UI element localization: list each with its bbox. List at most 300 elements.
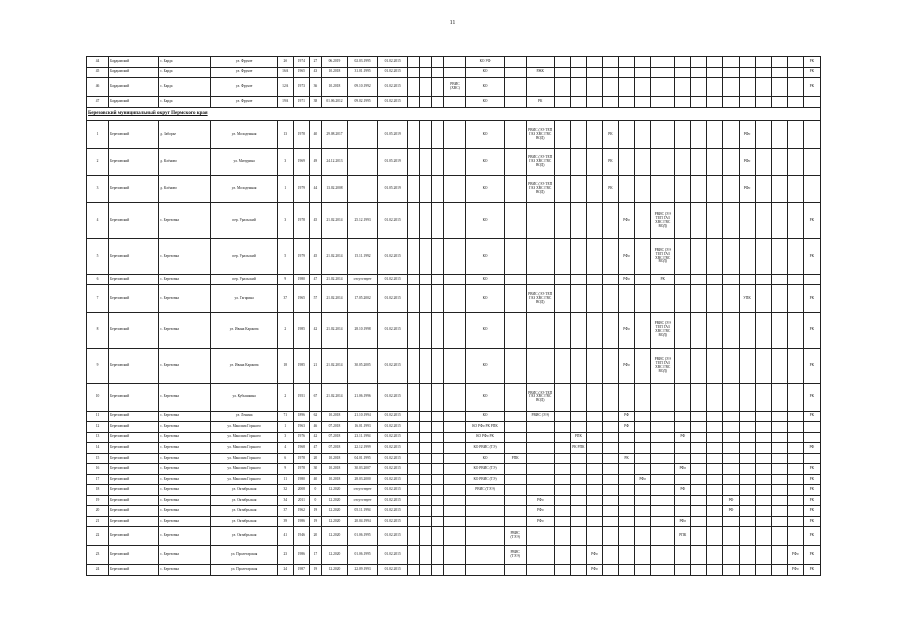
cell-empty [504,274,526,285]
cell-empty [635,285,651,312]
cell-date2: 01.02.2015 [378,495,408,506]
table-row [87,57,821,68]
cell-district: Березовский [109,546,159,565]
cell-work-type: КО [466,121,504,148]
cell-empty [602,453,618,464]
cell-street: пер. Уральский [211,203,277,239]
cell-no: 6 [87,274,109,285]
cell-empty [602,474,618,485]
cell-date2: 01.02.2015 [378,274,408,285]
cell-date1: 02.03.1995 [348,57,378,68]
cell-empty [602,203,618,239]
cell-empty [570,97,586,108]
cell-inspection: 21.02.2014 [321,384,347,411]
cell-empty [408,443,420,454]
cell-year: 1962 [293,506,309,517]
cell-empty [707,97,723,108]
cell-street: пер. Уральский [211,274,277,285]
table-row [87,285,821,312]
cell-empty [691,432,707,443]
cell-settlement: с. Барда [159,97,211,108]
cell-wear: 19 [309,506,321,517]
cell-empty [526,203,554,239]
cell-empty [554,57,570,68]
cell-work-type: РПК [675,527,691,546]
cell-empty [707,495,723,506]
cell-empty [619,78,635,97]
cell-empty [619,495,635,506]
cell-empty [526,57,554,68]
cell-empty [432,565,444,576]
cell-inspection: 21.02.2014 [321,312,347,348]
cell-house: 37 [277,506,293,517]
cell-empty [739,411,755,422]
cell-empty [651,67,675,78]
cell-date1: 22.09.1993 [348,565,378,576]
cell-empty [635,422,651,433]
cell-work-type: КО [466,239,504,275]
cell-empty [420,67,432,78]
cell-year: 2008 [293,485,309,496]
table-row [87,506,821,517]
cell-wear: 19 [309,516,321,527]
table-row [87,203,821,239]
cell-empty [602,67,618,78]
cell-empty [651,516,675,527]
cell-inspection: 29.08.2017 [321,121,347,148]
cell-empty [444,274,466,285]
cell-no: 15 [87,453,109,464]
cell-settlement: с. Березовка [159,411,211,422]
cell-empty [570,474,586,485]
cell-empty [432,546,444,565]
cell-empty [586,176,602,203]
cell-year: 1965 [293,285,309,312]
cell-work-type: КО [466,97,504,108]
cell-empty [787,422,803,433]
cell-inspection: 07.2018 [321,422,347,433]
cell-district: Березовский [109,312,159,348]
cell-date1: 30.05.2005 [348,348,378,384]
cell-inspection: 10.2018 [321,67,347,78]
cell-empty [739,348,755,384]
cell-inspection: 21.02.2014 [321,348,347,384]
cell-empty [803,432,820,443]
cell-empty [420,121,432,148]
cell-no: 24 [87,565,109,576]
cell-empty [723,285,739,312]
cell-empty [675,148,691,175]
cell-wear: 38 [309,97,321,108]
cell-empty [444,422,466,433]
cell-empty [570,527,586,546]
cell-empty [787,453,803,464]
cell-empty [691,506,707,517]
page-number: 11 [449,20,456,26]
cell-empty [602,443,618,454]
cell-empty [787,443,803,454]
cell-no: 17 [87,474,109,485]
cell-empty [755,67,771,78]
cell-empty [444,67,466,78]
cell-work-type: РВИС (ЭЭ ТЕП ГАЗ ХВС ГВС ВОД) [651,239,675,275]
cell-empty [739,422,755,433]
cell-empty [723,78,739,97]
cell-empty [444,312,466,348]
cell-empty [787,203,803,239]
cell-empty [771,516,787,527]
cell-empty [420,348,432,384]
cell-empty [432,474,444,485]
cell-no: 21 [87,516,109,527]
cell-settlement: с. Барда [159,67,211,78]
cell-work-type: РФо [586,546,602,565]
cell-empty [675,348,691,384]
cell-date1: 22.12.1999 [348,443,378,454]
cell-date2: 01.02.2015 [378,239,408,275]
cell-empty [755,432,771,443]
cell-empty [602,495,618,506]
cell-date1 [348,148,378,175]
cell-empty [408,57,420,68]
cell-empty [723,239,739,275]
table-row [87,312,821,348]
cell-district: Бардымский [109,67,159,78]
cell-empty [635,176,651,203]
cell-street: ул. Октябрьская [211,495,277,506]
cell-empty [444,148,466,175]
cell-work-type: КО РВИС (ТЭ) [466,443,504,454]
cell-empty [444,565,466,576]
cell-empty [408,274,420,285]
cell-empty [739,516,755,527]
cell-empty [619,121,635,148]
cell-work-type: РВИС (ЭЭ ТЕП ГАЗ ХВС ГВС ВОД) [651,348,675,384]
cell-empty [755,474,771,485]
cell-date1: 23.11.1994 [348,432,378,443]
cell-empty [619,464,635,475]
cell-empty [651,384,675,411]
cell-district: Березовский [109,506,159,517]
cell-empty [755,97,771,108]
cell-work-type: РК [526,97,554,108]
cell-empty [723,97,739,108]
cell-empty [444,384,466,411]
cell-street: ул. Мичурина [211,148,277,175]
cell-house: 41 [277,527,293,546]
cell-settlement: с. Березовка [159,274,211,285]
cell-empty [755,176,771,203]
table-row [87,485,821,496]
cell-settlement: с. Барда [159,57,211,68]
cell-work-type: РК [803,203,820,239]
cell-year: 1963 [293,422,309,433]
cell-empty [635,443,651,454]
cell-empty [635,67,651,78]
cell-empty [691,97,707,108]
cell-empty [723,67,739,78]
cell-date2: 01.02.2015 [378,348,408,384]
cell-district: Березовский [109,348,159,384]
cell-empty [771,67,787,78]
cell-empty [504,443,526,454]
cell-inspection: 10.2018 [321,464,347,475]
cell-empty [619,516,635,527]
cell-empty [771,285,787,312]
cell-work-type: РФо [586,565,602,576]
cell-no: 4 [87,203,109,239]
cell-work-type: РК [602,148,618,175]
cell-empty [432,148,444,175]
table-row [87,527,821,546]
cell-no: 7 [87,285,109,312]
cell-empty [787,474,803,485]
cell-empty [432,464,444,475]
cell-empty [691,57,707,68]
cell-house: 11 [277,474,293,485]
cell-empty [432,285,444,312]
cell-empty [707,411,723,422]
cell-work-type: РФо [787,546,803,565]
cell-empty [420,411,432,422]
cell-empty [723,474,739,485]
cell-work-type: РФо [739,176,755,203]
cell-empty [635,121,651,148]
cell-empty [739,474,755,485]
cell-empty [602,506,618,517]
cell-district: Березовский [109,495,159,506]
cell-settlement: с. Березовка [159,495,211,506]
cell-settlement: с. Березовка [159,464,211,475]
cell-house: 1 [277,422,293,433]
cell-date1: 21.10.1994 [348,411,378,422]
table-row [87,453,821,464]
cell-district: Березовский [109,443,159,454]
cell-empty [707,527,723,546]
cell-empty [504,565,526,576]
cell-empty [771,348,787,384]
cell-empty [570,384,586,411]
cell-empty [707,274,723,285]
cell-no: 47 [87,97,109,108]
cell-house: 3 [277,148,293,175]
cell-empty [602,348,618,384]
cell-inspection: 12.2020 [321,506,347,517]
cell-empty [554,516,570,527]
cell-work-type: РК [803,506,820,517]
cell-empty [526,274,554,285]
cell-wear: 57 [309,285,321,312]
cell-empty [755,516,771,527]
cell-work-type: РК [651,274,675,285]
cell-empty [619,443,635,454]
cell-street: ул. Фрунзе [211,78,277,97]
cell-work-type: РК [803,57,820,68]
cell-street: ул. Максима Горького [211,464,277,475]
cell-empty [420,203,432,239]
cell-empty [691,67,707,78]
cell-empty [619,67,635,78]
cell-empty [420,384,432,411]
cell-empty [635,527,651,546]
cell-work-type: РФо [739,148,755,175]
cell-settlement: д. Заборье [159,121,211,148]
table-row [87,516,821,527]
housing-registry-table [86,56,821,576]
cell-empty [691,474,707,485]
cell-empty [570,565,586,576]
cell-wear: 0 [309,495,321,506]
cell-wear: 21 [309,348,321,384]
cell-empty [526,78,554,97]
cell-work-type: РВИС (ТЭЭ) [504,527,526,546]
cell-empty [771,148,787,175]
cell-empty [444,464,466,475]
cell-empty [504,78,526,97]
cell-empty [787,506,803,517]
cell-empty [444,495,466,506]
cell-work-type: РФ [619,411,635,422]
cell-work-type: КО [466,148,504,175]
cell-empty [432,312,444,348]
cell-house: 4 [277,443,293,454]
cell-year: 1896 [293,411,309,422]
cell-empty [504,422,526,433]
cell-empty [408,285,420,312]
cell-district: Березовский [109,411,159,422]
cell-inspection: 12.2020 [321,516,347,527]
cell-empty [504,495,526,506]
cell-empty [504,348,526,384]
cell-house: 2 [277,384,293,411]
cell-empty [707,148,723,175]
cell-house: 16А [277,67,293,78]
cell-empty [554,384,570,411]
cell-year: 1974 [293,57,309,68]
cell-work-type: КО РВИС (ТЭ) [466,464,504,475]
cell-empty [504,312,526,348]
cell-work-type: РК [602,121,618,148]
cell-empty [432,411,444,422]
cell-empty [651,474,675,485]
cell-empty [570,312,586,348]
cell-empty [755,312,771,348]
cell-empty [635,312,651,348]
cell-date1: 01.06.1995 [348,527,378,546]
cell-work-type: КО [466,384,504,411]
cell-empty [739,506,755,517]
cell-settlement: с. Березовка [159,453,211,464]
cell-empty [504,485,526,496]
cell-date2: 01.02.2015 [378,422,408,433]
cell-district: Бардымский [109,97,159,108]
cell-empty [707,239,723,275]
cell-work-type: КО [466,312,504,348]
cell-empty [707,384,723,411]
cell-wear: 0 [309,485,321,496]
cell-empty [739,239,755,275]
cell-empty [675,411,691,422]
cell-work-type: РФ [675,432,691,443]
cell-empty [526,565,554,576]
cell-empty [771,565,787,576]
cell-empty [691,443,707,454]
cell-empty [739,432,755,443]
cell-street: ул. Октябрьская [211,485,277,496]
cell-no: 23 [87,546,109,565]
cell-inspection: 07.2018 [321,443,347,454]
cell-empty [466,506,504,517]
cell-empty [432,176,444,203]
cell-wear: 44 [309,176,321,203]
cell-street: ул. Максима Горького [211,474,277,485]
cell-work-type: РПК [570,432,586,443]
cell-date1: 25.12.1993 [348,203,378,239]
cell-empty [651,285,675,312]
cell-inspection: 06.2019 [321,57,347,68]
cell-empty [526,422,554,433]
cell-work-type: КО УФ [466,57,504,68]
cell-year: 1978 [293,121,309,148]
cell-empty [755,239,771,275]
cell-empty [420,312,432,348]
cell-date1 [348,176,378,203]
cell-inspection: 21.02.2014 [321,239,347,275]
cell-empty [691,78,707,97]
cell-no: 2 [87,148,109,175]
cell-empty [651,121,675,148]
cell-empty [408,546,420,565]
cell-work-type: КО РФо РК [466,432,504,443]
cell-empty [635,565,651,576]
cell-empty [739,67,755,78]
cell-empty [554,148,570,175]
cell-wear: 20 [309,453,321,464]
cell-empty [504,384,526,411]
cell-empty [739,203,755,239]
cell-empty [554,506,570,517]
cell-empty [755,422,771,433]
cell-house: 3 [277,203,293,239]
cell-empty [651,176,675,203]
cell-empty [408,239,420,275]
cell-empty [554,348,570,384]
cell-work-type: РФо [526,506,554,517]
cell-work-type: РФ [619,422,635,433]
cell-empty [771,432,787,443]
cell-empty [739,78,755,97]
cell-empty [723,516,739,527]
cell-district: Березовский [109,148,159,175]
cell-empty [526,527,554,546]
cell-empty [675,453,691,464]
cell-empty [739,495,755,506]
cell-empty [526,485,554,496]
cell-empty [691,546,707,565]
cell-empty [586,443,602,454]
cell-empty [408,495,420,506]
cell-empty [444,285,466,312]
cell-settlement: с. Березовка [159,485,211,496]
cell-empty [771,274,787,285]
cell-work-type: РК [803,474,820,485]
cell-empty [707,443,723,454]
cell-empty [707,474,723,485]
cell-empty [570,485,586,496]
cell-empty [787,312,803,348]
cell-empty [408,384,420,411]
cell-empty [444,57,466,68]
